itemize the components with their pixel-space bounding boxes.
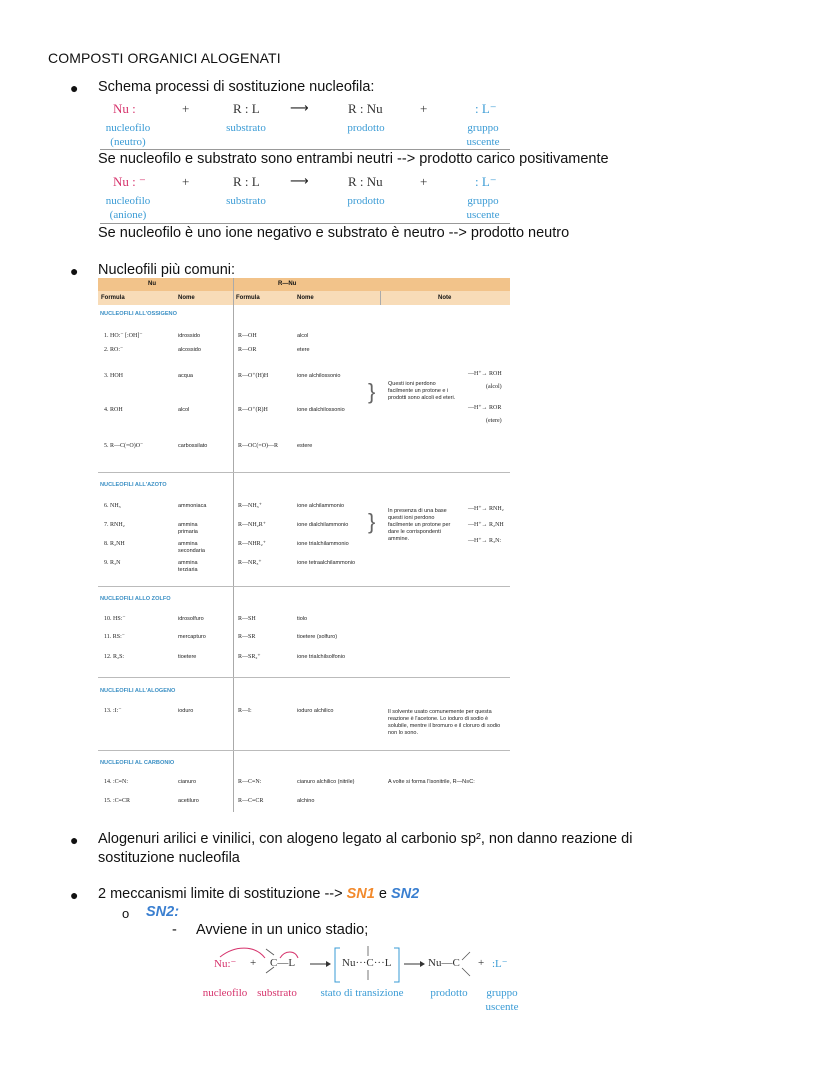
scheme1-label-prod: prodotto — [347, 122, 385, 134]
col-note: Note — [438, 295, 452, 301]
nitrogen-note: In presenza di una base questi ioni perdono facilmente un protone per dare le corrispondenti ammine. — [388, 508, 451, 542]
sn2-label-nu: nucleofilo — [202, 987, 248, 999]
table-header-cols — [98, 291, 510, 305]
table-cell: alcol — [178, 407, 190, 413]
table-cell: 11. RS:⁻ — [104, 634, 125, 640]
scheme2-label-prod: prodotto — [347, 195, 385, 207]
table-cell: R—OH — [238, 333, 257, 339]
section-oxygen: NUCLEOFILI ALL'OSSIGENO — [100, 311, 177, 317]
table-cell: alcol — [297, 333, 309, 339]
scheme2-plus1: + — [182, 174, 190, 189]
arrowhead-icon — [420, 961, 425, 967]
table-cell: ione trialchilsolfonio — [297, 654, 345, 660]
scheme2-label-grp: gruppo uscente — [466, 195, 500, 221]
bullet-icon: ● — [70, 887, 79, 903]
table-cell: 15. :C≡CR — [104, 798, 131, 804]
sn2-label-prod: prodotto — [430, 987, 468, 999]
bullet-2-text: Nucleofili più comuni: — [98, 262, 236, 278]
nitrogen-reaction-2: —H⁺→ R₂NH — [468, 522, 504, 528]
table-cell: 13. :I:⁻ — [104, 708, 122, 714]
divider — [100, 149, 510, 150]
bullet-3-line2: sostituzione nucleofila — [98, 850, 240, 866]
sn2-substrate: C—L — [270, 957, 296, 969]
section-divider — [98, 677, 510, 678]
halogen-note: Il solvente usato comunemente per questa reazione è l'acetone. Lo ioduro di sodio è solubile, mentre il bromuro e il cloruro di sodio non lo sono. — [388, 709, 501, 736]
scheme1-rnu: R : Nu — [348, 101, 383, 116]
col-name-2: Nome — [297, 295, 314, 301]
bond-line — [462, 968, 470, 976]
table-cell: idrosolfuro — [178, 616, 204, 622]
section-divider — [98, 472, 510, 473]
table-cell: tiolo — [297, 616, 308, 622]
table-cell: carbossilato — [178, 443, 208, 449]
bullet-4-text: 2 meccanismi limite di sostituzione --> SN1 e SN2 — [98, 886, 420, 902]
arrowhead-icon — [326, 961, 331, 967]
scheme2-plus2: + — [420, 174, 428, 189]
table-cell: R—C≡CR — [238, 798, 264, 804]
nitrogen-reaction-1: —H⁺→ RNH₂ — [468, 506, 504, 512]
sn2-plus: + — [250, 957, 257, 969]
table-cell: acqua — [178, 373, 193, 379]
table-cell: etere — [297, 347, 310, 353]
table-cell: estere — [297, 443, 313, 449]
bond-line — [462, 952, 470, 960]
table-cell: cianuro — [178, 779, 197, 785]
table-cell: ione trialchilammonio — [297, 541, 349, 547]
bullet-icon: ● — [70, 832, 79, 848]
table-cell: ammina secondaria — [178, 541, 205, 554]
col-name: Nome — [178, 295, 195, 301]
oxygen-reaction-1-label: (alcol) — [486, 384, 502, 390]
table-cell: ammina terziaria — [178, 560, 198, 573]
section-divider — [98, 586, 510, 587]
bullet-3-line1: Alogenuri arilici e vinilici, con alogeno legato al carbonio sp², non danno reazione di — [98, 831, 633, 847]
table-cell: acetiluro — [178, 798, 199, 804]
table-cell: ione alchilossonio — [297, 373, 341, 379]
sn2-leaving: :L⁻ — [492, 958, 508, 970]
table-cell: ammoniaca — [178, 503, 207, 509]
table-cell: tioetere (solfuro) — [297, 634, 338, 640]
note-2: Se nucleofilo è uno ione negativo e substrato è neutro --> prodotto neutro — [98, 225, 570, 241]
column-divider — [233, 278, 234, 812]
table-cell: ioduro alchilico — [297, 708, 334, 714]
divider — [100, 223, 510, 224]
table-cell: ione alchilammonio — [297, 503, 345, 509]
circle-bullet-icon: o — [122, 906, 130, 921]
header-rnu: R—Nu — [278, 281, 297, 287]
sn2-label-ts: stato di transizione — [320, 987, 404, 999]
table-cell: R—NHR₂⁺ — [238, 541, 266, 547]
scheme2-nu: Nu : ⁻ — [113, 174, 146, 189]
table-cell: mercapturo — [178, 634, 206, 640]
sn2-label-sub: substrato — [257, 987, 297, 999]
section-nitrogen: NUCLEOFILI ALL'AZOTO — [100, 482, 167, 488]
scheme2-label-sub: substrato — [226, 195, 266, 207]
table-cell: alcossido — [178, 347, 201, 353]
table-cell: R—NH₂R⁺ — [238, 522, 266, 528]
sub-sn2-label: SN2: — [146, 904, 180, 920]
table-cell: 5. R—C(=O)O⁻ — [104, 443, 144, 449]
sn2-transition-state: Nu···C···L — [342, 957, 392, 969]
sn1-label: SN1 — [346, 886, 375, 902]
table-cell: 14. :C≡N: — [104, 779, 129, 785]
nitrogen-reaction-3: —H⁺→ R₃N: — [468, 538, 502, 544]
col-formula-2: Formula — [236, 295, 260, 301]
table-cell: 2. RO:⁻ — [104, 347, 124, 353]
arrow-icon: ⟶ — [290, 100, 309, 115]
table-cell: 1. HO:⁻ [:OH]⁻ — [104, 333, 143, 339]
table-cell: tioetere — [178, 654, 197, 660]
section-sulfur: NUCLEOFILI ALLO ZOLFO — [100, 596, 171, 602]
sn2-nu: Nu:⁻ — [214, 958, 237, 970]
table-cell: ione dialchilammonio — [297, 522, 349, 528]
bond-line — [266, 949, 274, 955]
table-cell: alchino — [297, 798, 315, 804]
oxygen-reaction-2-label: (etere) — [486, 418, 502, 424]
table-cell: ione tetraalchilammonio — [297, 560, 356, 566]
scheme1-nu: Nu : — [113, 101, 136, 116]
table-cell: R—NR₃⁺ — [238, 560, 262, 566]
scheme1-leaving: : L⁻ — [475, 101, 497, 116]
scheme1-label-nu: nucleofilo (neutro) — [105, 122, 151, 148]
table-cell: R—SR — [238, 634, 256, 640]
scheme1-plus1: + — [182, 101, 190, 116]
brace-icon: } — [368, 509, 376, 534]
sn2-product: Nu—C — [428, 957, 460, 969]
table-cell: R—I: — [238, 708, 252, 714]
bracket-icon — [335, 948, 340, 982]
table-header-group — [98, 278, 510, 291]
scheme2-rnu: R : Nu — [348, 174, 383, 189]
col-formula: Formula — [101, 295, 125, 301]
table-cell: ione dialchilossonio — [297, 407, 345, 413]
table-cell: cianuro alchilico (nitrile) — [297, 779, 355, 785]
table-cell: 12. R₂S: — [104, 654, 125, 660]
scheme1-plus2: + — [420, 101, 428, 116]
table-cell: 6. NH₃ — [104, 503, 121, 509]
page-title: COMPOSTI ORGANICI ALOGENATI — [48, 50, 281, 66]
oxygen-note: Questi ioni perdono facilmente un protone e i prodotti sono alcoli ed eteri. — [388, 381, 456, 401]
table-cell: R—SR₂⁺ — [238, 654, 261, 660]
table-cell: 3. HOH — [104, 373, 123, 379]
scheme1-rl: R : L — [233, 101, 260, 116]
sn2-plus2: + — [478, 957, 485, 969]
table-cell: R—O⁺(H)H — [238, 373, 269, 379]
header-nu: Nu — [148, 281, 156, 287]
table-cell: ammina primaria — [178, 522, 198, 535]
carbon-note: A volte si forma l'isonitrile, R—N≡C: — [388, 779, 475, 785]
dash-bullet-icon: - — [172, 922, 177, 938]
table-cell: 10. HS:⁻ — [104, 616, 126, 622]
note-1: Se nucleofilo e substrato sono entrambi neutri --> prodotto carico positivamente — [98, 151, 609, 167]
bullet-icon: ● — [70, 263, 79, 279]
table-cell: ioduro — [178, 708, 194, 714]
table-cell: idrossido — [178, 333, 201, 339]
table-cell: R—OC(=O)—R — [238, 443, 279, 449]
table-cell: 8. R₂NH — [104, 541, 125, 547]
scheme1-label-grp: gruppo uscente — [466, 122, 500, 148]
oxygen-reaction-2: —H⁺→ ROR — [468, 405, 502, 411]
oxygen-reaction-1: —H⁺→ ROH — [468, 371, 502, 377]
bullet-icon: ● — [70, 80, 79, 96]
table-cell: R—O⁺(R)H — [238, 407, 268, 413]
sn2-label: SN2 — [390, 886, 420, 902]
scheme1-label-sub: substrato — [226, 122, 266, 134]
bracket-icon — [394, 948, 399, 982]
sub-sub-text: Avviene in un unico stadio; — [196, 922, 369, 938]
table-cell: R—C≡N: — [238, 779, 262, 785]
table-cell: R—OR — [238, 347, 257, 353]
section-carbon: NUCLEOFILI AL CARBONIO — [100, 760, 175, 766]
table-cell: R—SH — [238, 616, 256, 622]
section-divider — [98, 750, 510, 751]
sn2-label-grp: gruppo uscente — [485, 987, 519, 1013]
table-cell: 4. ROH — [104, 407, 123, 413]
section-halogen: NUCLEOFILI ALL'ALOGENO — [100, 688, 176, 694]
scheme2-rl: R : L — [233, 174, 260, 189]
scheme2-leaving: : L⁻ — [475, 174, 497, 189]
arrow-icon: ⟶ — [290, 173, 309, 188]
nucleophile-table — [98, 278, 510, 812]
table-cell: 9. R₃N — [104, 560, 121, 566]
table-cell: 7. RNH₂ — [104, 522, 125, 528]
brace-icon: } — [368, 379, 376, 404]
scheme2-label-nu: nucleofilo (anione) — [105, 195, 151, 221]
bullet-1-text: Schema processi di sostituzione nucleofila: — [98, 79, 375, 95]
column-divider — [380, 291, 381, 305]
table-cell: R—NH₃⁺ — [238, 503, 262, 509]
